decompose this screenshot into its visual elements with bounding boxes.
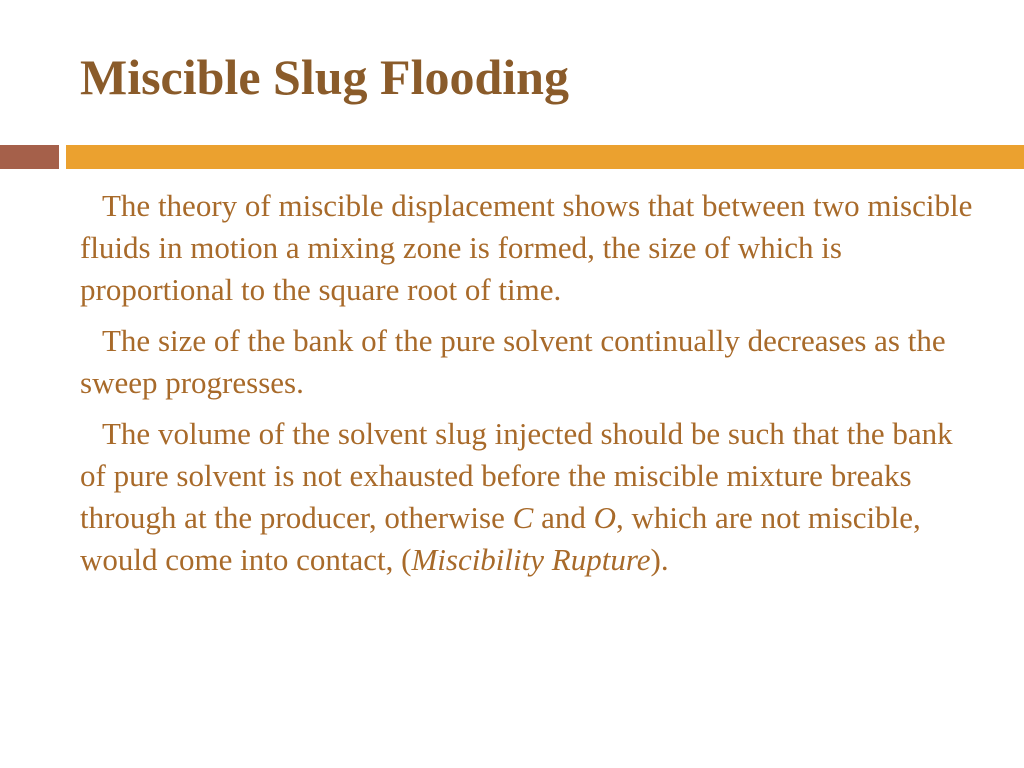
italic-c: C	[512, 500, 534, 535]
paragraph-3-part-3: , which are not miscible, would come into contact, (	[80, 500, 921, 577]
paragraph-3	[80, 413, 980, 581]
italic-o: O	[593, 500, 616, 535]
accent-bar-left	[0, 145, 59, 169]
paragraph-2: The size of the bank of the pure solvent continually decreases as the sweep progresses.	[80, 323, 946, 400]
accent-bar-right	[66, 145, 1024, 169]
paragraph-3-part-1: The volume of the solvent slug injected should be such that the bank of pure solvent is not exhausted before the miscible mixture breaks through at the producer, otherwise	[80, 416, 953, 535]
paragraph-1: The theory of miscible displacement shows that between two miscible fluids in motion a mixing zone is formed, the size of which is proportional to the square root of time.	[80, 188, 973, 307]
slide-title: Miscible Slug Flooding	[80, 49, 569, 105]
paragraph-3-part-4: ).	[650, 542, 669, 577]
italic-miscibility-rupture: Miscibility Rupture	[411, 542, 651, 577]
slide-body	[80, 185, 980, 590]
paragraph-3-part-2: and	[533, 500, 594, 535]
